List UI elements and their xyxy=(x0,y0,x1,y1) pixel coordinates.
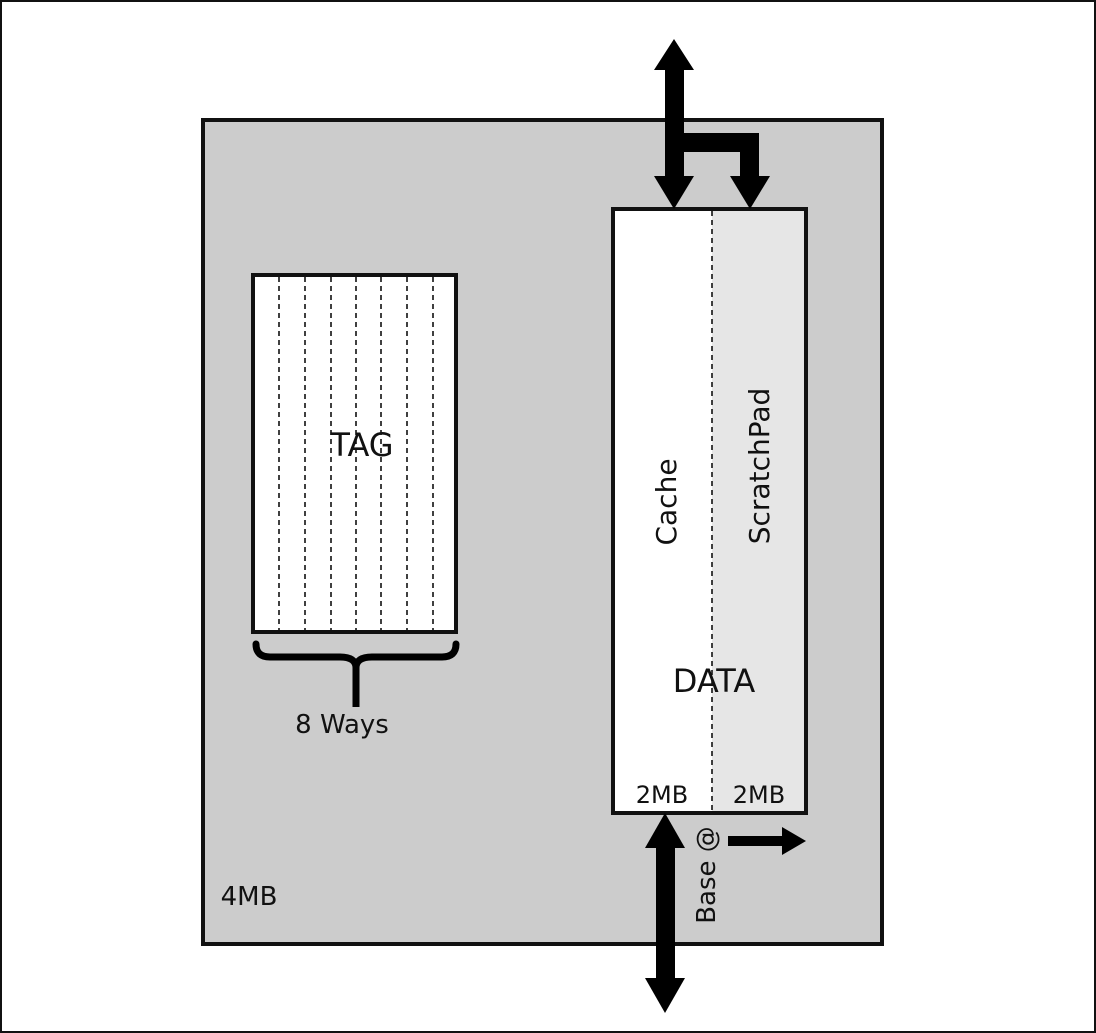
branch-vertical xyxy=(740,133,759,180)
data-array xyxy=(613,209,806,813)
top-arrow-shaft xyxy=(665,66,684,180)
cache-size-label: 2MB xyxy=(635,781,689,809)
total-size-label: 4MB xyxy=(220,882,278,912)
base-arrow-shaft xyxy=(728,836,786,846)
bottom-arrow-shaft xyxy=(656,845,675,981)
scratchpad-size-label: 2MB xyxy=(732,781,786,809)
tag-array xyxy=(253,275,456,632)
tag-label: TAG xyxy=(330,426,394,464)
cache-label: Cache xyxy=(650,458,683,546)
base-address-label: Base @ xyxy=(692,826,722,924)
ways-label: 8 Ways xyxy=(295,710,389,740)
data-label: DATA xyxy=(672,662,756,700)
scratchpad-label: ScratchPad xyxy=(743,387,776,545)
